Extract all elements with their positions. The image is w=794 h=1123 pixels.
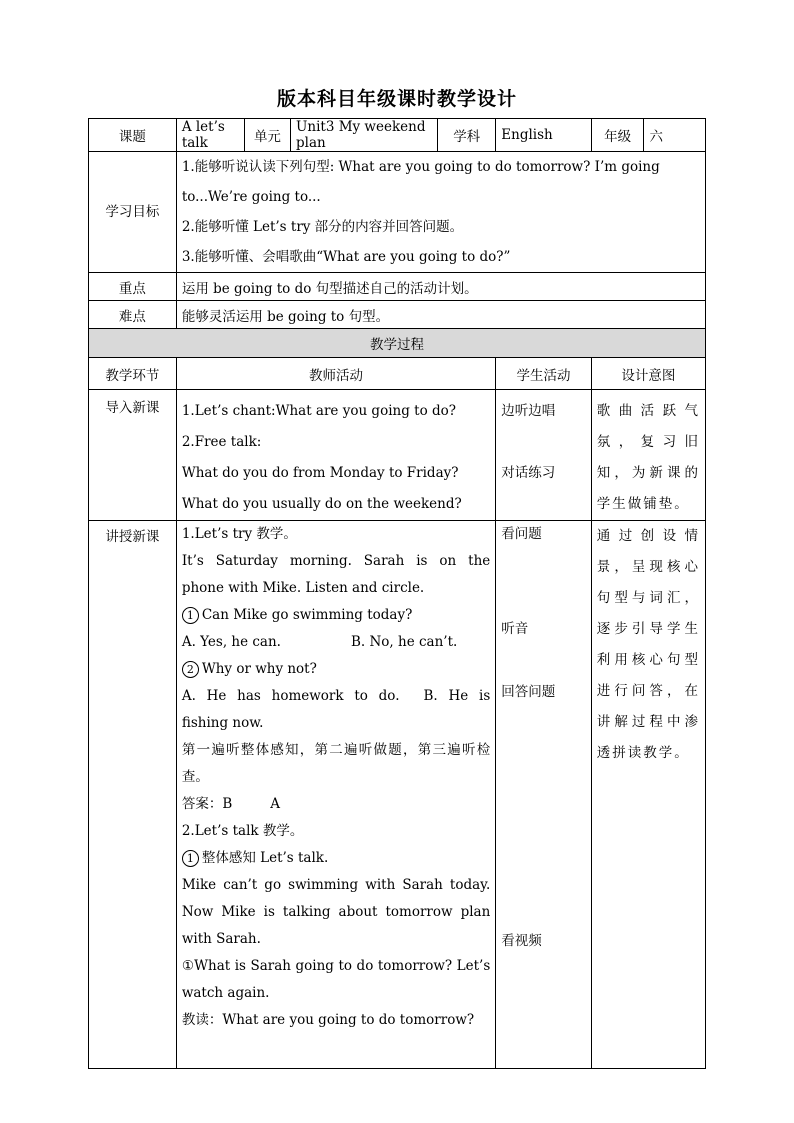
intent-text: 通过创设情景，呈现核心句型与词汇，逐步引导学生利用核心句型进行问答，在讲解过程中渗透拼读教学。 [596, 528, 700, 761]
new-lesson-row [89, 521, 706, 1069]
lead-in-row [89, 390, 706, 521]
teacher-line: 教读：What are you going to do tomorrow? [181, 1012, 475, 1028]
teacher-line: Mike can’t go swimming with Sarah today. Now Mike is talking about tomorrow plan with Sarah. [181, 877, 491, 947]
option-line: A. He has homework to do. B. He is fishing now. [181, 688, 491, 731]
subject-label: 学科 [438, 119, 496, 152]
difficulty-row [89, 301, 706, 329]
new-lesson-intent [591, 521, 705, 1069]
grade-label: 年级 [591, 119, 644, 152]
student-activity: 听音 [501, 621, 529, 637]
course-value: A let’s talk [176, 119, 244, 152]
teacher-line: 第一遍听整体感知，第二遍听做题，第三遍听检查。 [181, 742, 491, 785]
teacher-line: 1.Let’s try 教学。 [181, 526, 297, 542]
goal-item: 2.能够听懂 Let’s try 部分的内容并回答问题。 [181, 219, 464, 235]
key-value: 运用 be going to do 句型描述自己的活动计划。 [176, 273, 705, 301]
circled-number: 1 [182, 850, 199, 867]
key-row [89, 273, 706, 301]
teacher-line: 2.Free talk: [181, 434, 262, 450]
lead-in-student [496, 390, 592, 521]
student-activity: 回答问题 [501, 684, 556, 700]
goals-label: 学习目标 [89, 152, 177, 273]
student-activity: 边听边唱 [501, 403, 556, 419]
teacher-line: What do you do from Monday to Friday? [181, 465, 459, 481]
question-line: 2 Why or why not? [182, 656, 490, 683]
goal-item: 1.能够听说认读下列句型: What are you going to do tomorrow? I’m going to...We’re going to... [181, 159, 660, 205]
header-intent: 设计意图 [591, 358, 705, 390]
option-line: A. Yes, he can. B. No, he can’t. [181, 634, 458, 650]
unit-value: Unit3 My weekend plan [291, 119, 438, 152]
page-title: 版本科目年级课时教学设计 [276, 88, 517, 110]
difficulty-label: 难点 [89, 301, 177, 329]
teacher-line: ①What is Sarah going to do tomorrow? Let’s watch again. [181, 958, 491, 1001]
lead-in-teacher [176, 390, 495, 521]
new-lesson-stage: 讲授新课 [89, 521, 177, 1069]
answer-line: 答案：B A [181, 796, 280, 812]
circled-number: 2 [182, 661, 199, 678]
key-label: 重点 [89, 273, 177, 301]
student-activity: 看问题 [501, 526, 542, 542]
info-row [89, 119, 706, 152]
subject-value: English [496, 119, 592, 152]
goals-row [89, 152, 706, 273]
teacher-line: 1.Let’s chant:What are you going to do? [181, 403, 456, 419]
question-line: 1 Can Mike go swimming today? [182, 602, 490, 629]
teacher-line: 2.Let’s talk 教学。 [181, 823, 304, 839]
teacher-line: 1 整体感知 Let’s talk. [182, 845, 490, 872]
lead-in-intent [591, 390, 705, 521]
goal-item: 3.能够听懂、会唱歌曲“What are you going to do?” [181, 249, 511, 265]
student-activity: 看视频 [501, 933, 542, 949]
header-teacher: 教师活动 [176, 358, 495, 390]
unit-label: 单元 [244, 119, 290, 152]
course-label: 课题 [89, 119, 177, 152]
grade-value: 六 [644, 119, 706, 152]
teacher-line: It’s Saturday morning. Sarah is on the phone with Mike. Listen and circle. [181, 553, 491, 596]
goals-content [176, 152, 705, 273]
process-title: 教学过程 [89, 329, 706, 358]
header-student: 学生活动 [496, 358, 592, 390]
lead-in-stage: 导入新课 [89, 390, 177, 521]
student-activity: 对话练习 [501, 465, 556, 481]
new-lesson-teacher [176, 521, 495, 1069]
difficulty-value: 能够灵活运用 be going to 句型。 [176, 301, 705, 329]
intent-text: 歌曲活跃气氛，复习旧知，为新课的学生做铺垫。 [596, 403, 700, 512]
process-header-row [89, 358, 706, 390]
teacher-line: What do you usually do on the weekend? [181, 496, 462, 512]
process-title-row [89, 329, 706, 358]
new-lesson-student [496, 521, 592, 1069]
header-stage: 教学环节 [89, 358, 177, 390]
circled-number: 1 [182, 607, 199, 624]
lesson-plan-table [88, 118, 706, 1069]
